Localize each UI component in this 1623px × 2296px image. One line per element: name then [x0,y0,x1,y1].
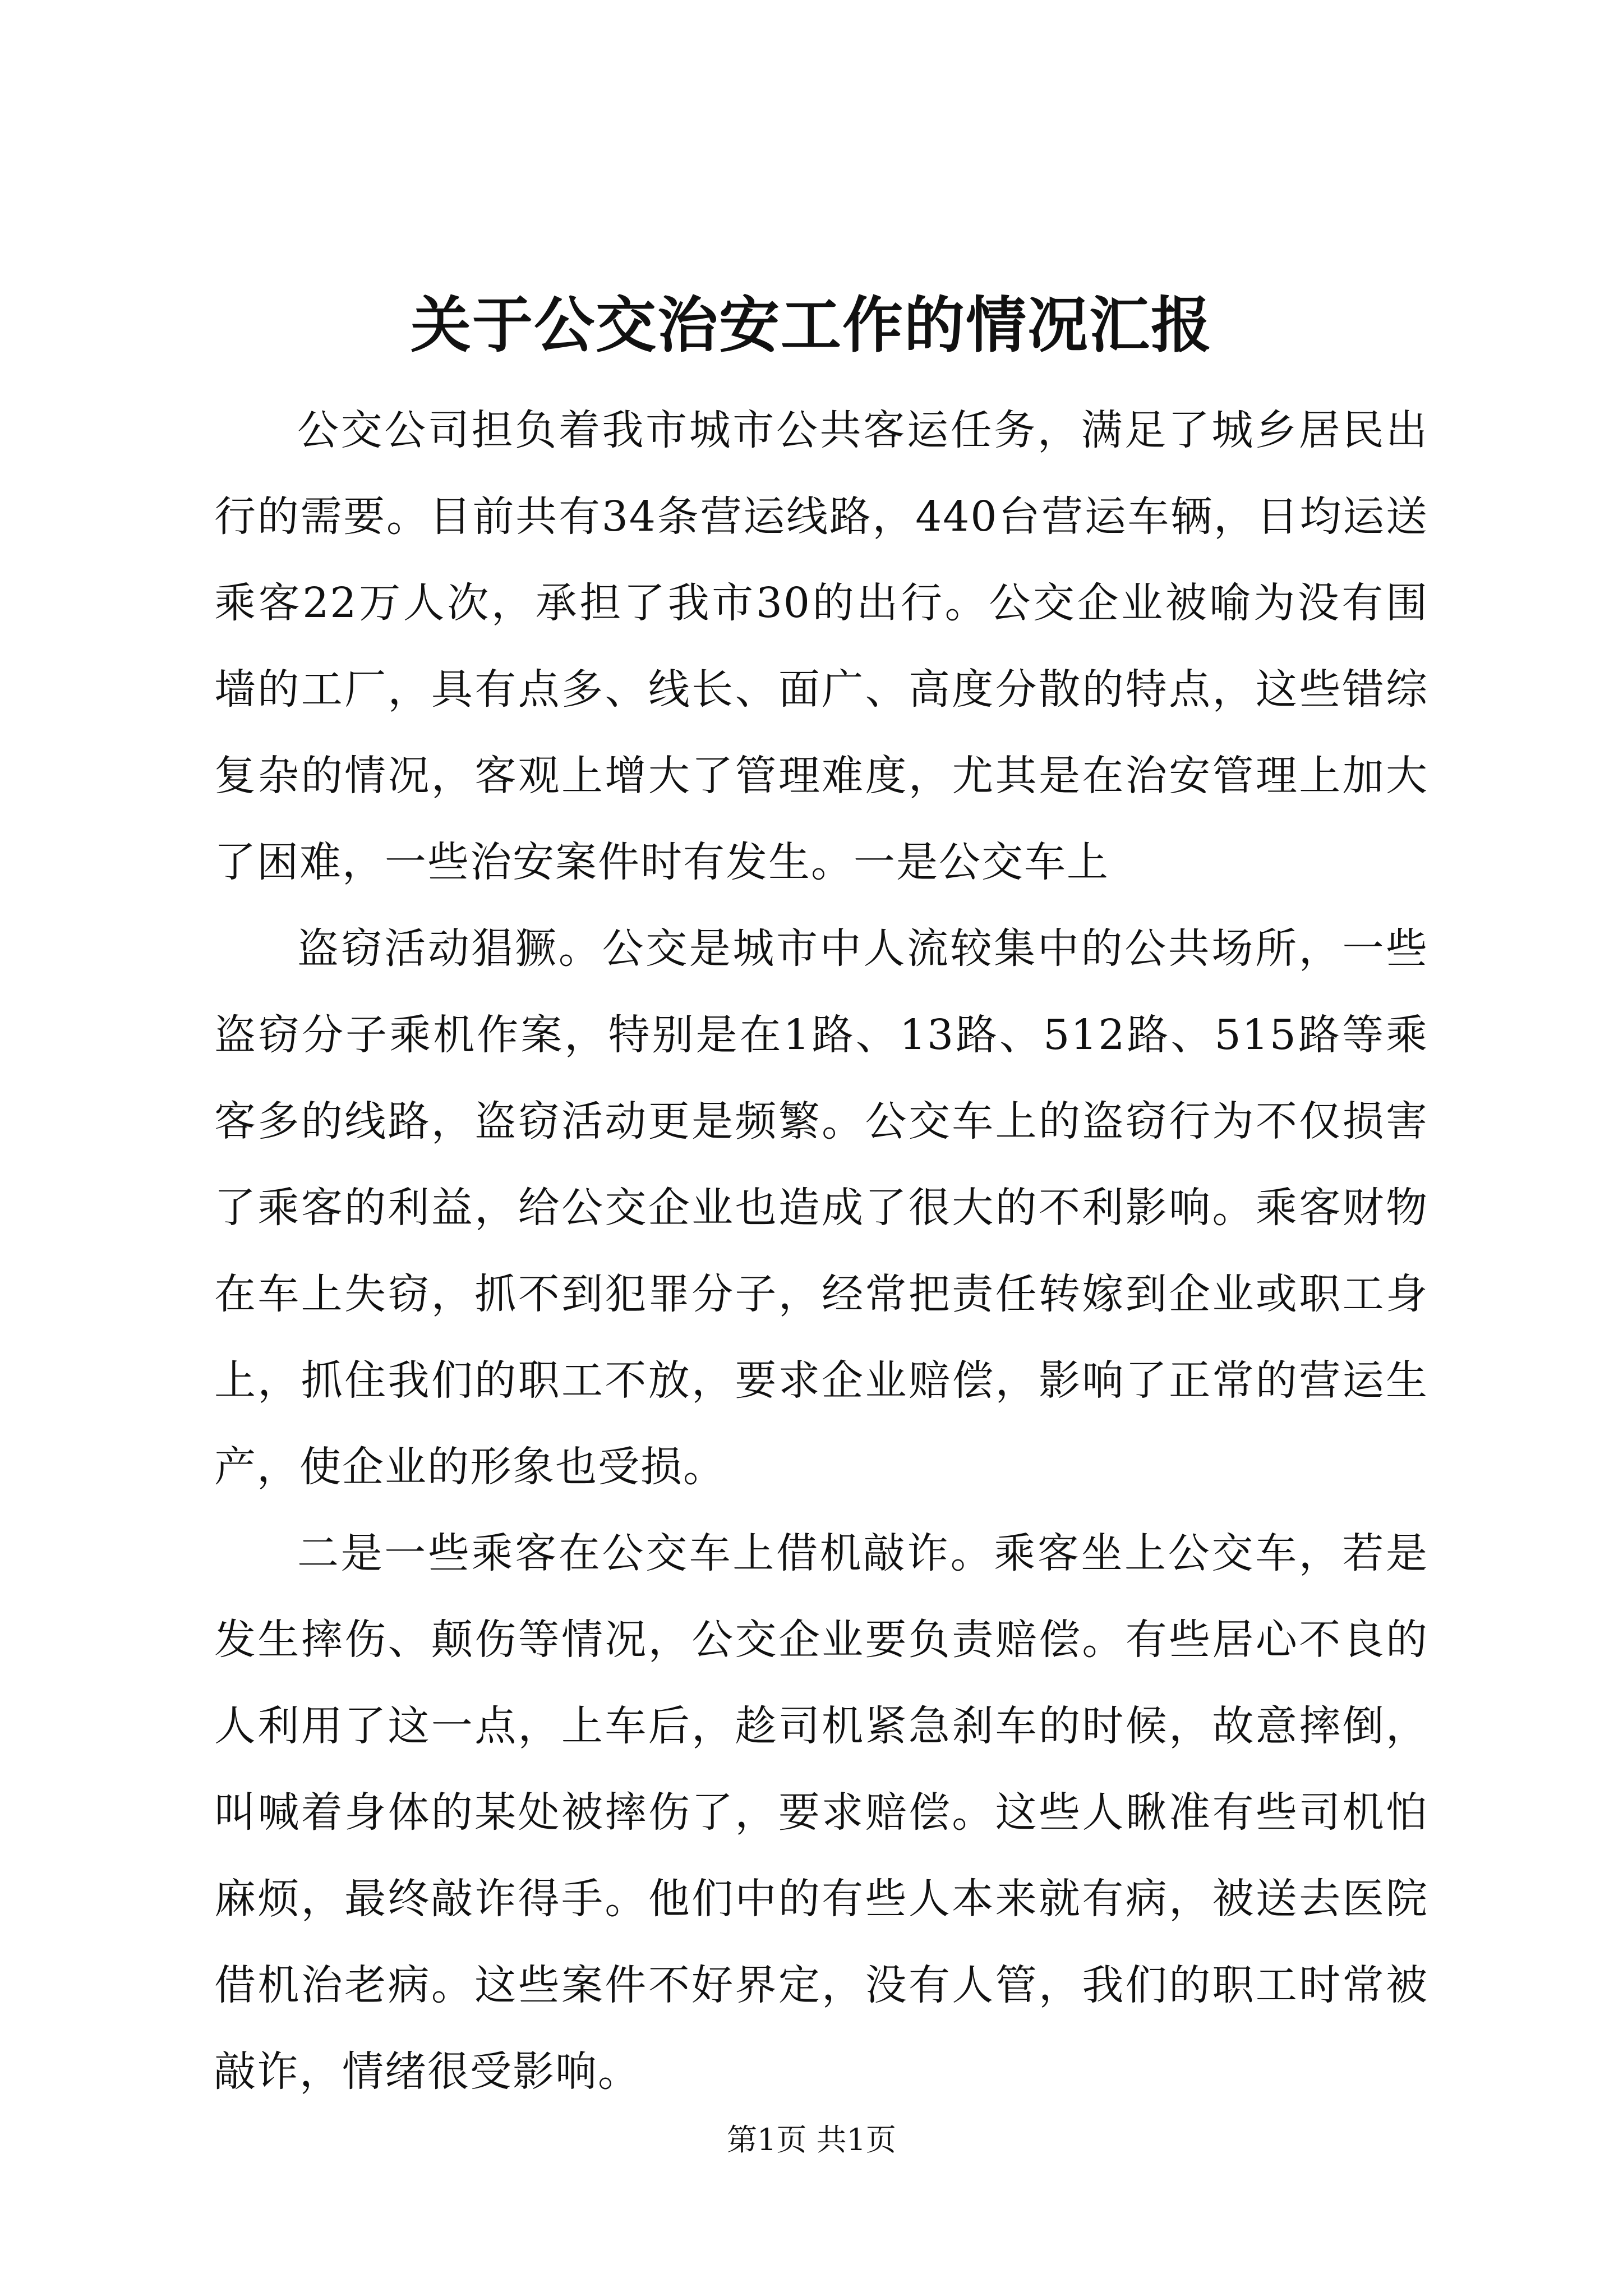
paragraph-1: 公交公司担负着我市城市公共客运任务，满足了城乡居民出行的需要。目前共有34条营运线路，440台营运车辆，日均运送乘客22万人次，承担了我市30的出行。公交企业被喻为没有围墙的工厂，具有点多、线长、面广、高度分散的特点，这些错综复杂的情况，客观上增大了管理难度，尤其是在治安管理上加大了困难，一些治安案件时有发生。一是公交车上 [214,406,1428,886]
paragraph-2: 盗窃活动猖獗。公交是城市中人流较集中的公共场所，一些盗窃分子乘机作案，特别是在1路、13路、512路、515路等乘客多的线路，盗窃活动更是频繁。公交车上的盗窃行为不仅损害了乘客的利益，给公交企业也造成了很大的不利影响。乘客财物在车上失窃，抓不到犯罪分子，经常把责任转嫁到企业或职工身上，抓住我们的职工不放，要求企业赔偿，影响了正常的营运生产，使企业的形象也受损。 [214,924,1428,1491]
document-body [214,387,1428,2115]
document-title: 关于公交治安工作的情况汇报 [410,290,1212,361]
page-footer: 第1页 共1页 [727,2122,896,2157]
paragraph-3: 二是一些乘客在公交车上借机敲诈。乘客坐上公交车，若是发生摔伤、颠伤等情况，公交企业要负责赔偿。有些居心不良的人利用了这一点，上车后，趁司机紧急刹车的时候，故意摔倒，叫喊着身体的某处被摔伤了，要求赔偿。这些人瞅准有些司机怕麻烦，最终敲诈得手。他们中的有些人本来就有病，被送去医院借机治老病。这些案件不好界定，没有人管，我们的职工时常被敲诈，情绪很受影响。 [214,1529,1428,2096]
